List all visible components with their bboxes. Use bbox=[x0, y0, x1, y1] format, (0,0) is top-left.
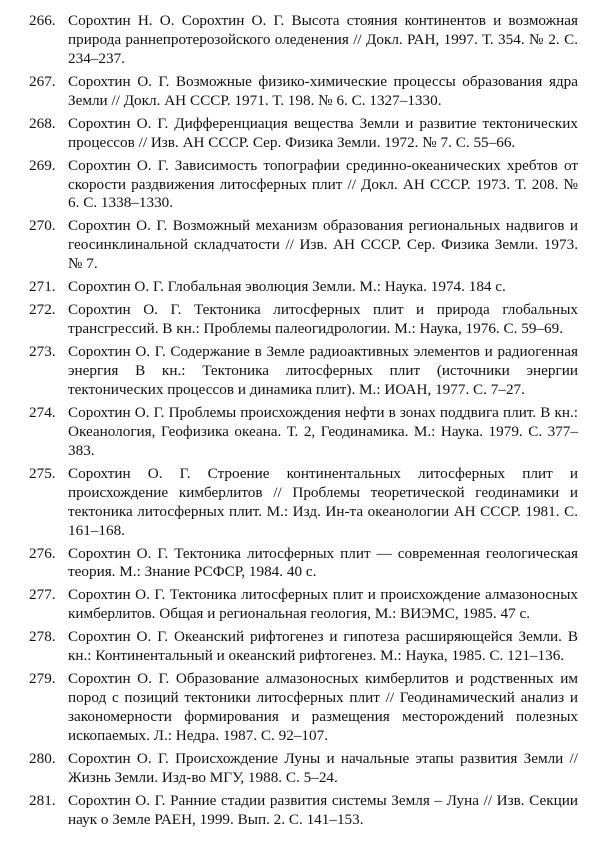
reference-number: 280. bbox=[29, 749, 56, 767]
reference-text: Сорохтин О. Г. Океанский рифтогенез и гипотеза расширяющейся Земли. В кн.: Континентальный и океанский рифтогенез. М.: Наука, 1985. С. 121–136. bbox=[68, 628, 578, 665]
reference-number: 268. bbox=[29, 114, 56, 132]
reference-number: 281. bbox=[29, 791, 56, 809]
reference-272 bbox=[29, 301, 578, 339]
reference-text: Сорохтин О. Г. Тектоника литосферных плит и происхождение алмазоносных кимберлитов. Общая и региональная геология, М.: ВИЭМС, 1985. 47 с. bbox=[68, 586, 578, 623]
reference-text: Сорохтин О. Г. Зависимость топографии срединно-океанических хребтов от скорости раздвижения литосферных плит // Докл. АН СССР. 1973. Т. 208. № 6. С. 1338–1330. bbox=[68, 156, 578, 212]
reference-number: 270. bbox=[29, 217, 56, 235]
reference-270 bbox=[29, 217, 578, 274]
reference-277 bbox=[29, 586, 578, 624]
reference-text: Сорохтин О. Г. Тектоника литосферных плит — современная геологическая теория. М.: Знание РСФСР, 1984. 40 с. bbox=[68, 544, 578, 581]
reference-275 bbox=[29, 465, 578, 541]
reference-number: 274. bbox=[29, 403, 56, 421]
reference-268 bbox=[29, 115, 578, 153]
reference-267 bbox=[29, 73, 578, 111]
reference-278 bbox=[29, 628, 578, 666]
reference-number: 267. bbox=[29, 72, 56, 90]
reference-text: Сорохтин О. Г. Дифференциация вещества Земли и развитие тектонических процессов // Изв. АН СССР. Сер. Физика Земли. 1972. № 7. С. 55–66. bbox=[68, 114, 578, 151]
reference-number: 279. bbox=[29, 670, 56, 688]
reference-text: Сорохтин О. Г. Строение континентальных литосферных плит и происхождение кимберлитов // Проблемы теоретической геодинамики и тектоника литосферных плит. М.: Изд. Ин-та океанологии АН СССР. 1981. С. 161–168. bbox=[68, 464, 578, 539]
reference-266 bbox=[29, 12, 578, 69]
reference-271 bbox=[29, 278, 578, 297]
reference-280 bbox=[29, 750, 578, 788]
reference-number: 278. bbox=[29, 628, 56, 646]
reference-text: Сорохтин Н. О. Сорохтин О. Г. Высота стояния континентов и возможная природа раннепротерозойского оледенения // Докл. РАН, 1997. Т. 354. № 2. С. 234–237. bbox=[68, 12, 578, 67]
reference-number: 266. bbox=[29, 12, 56, 29]
reference-text: Сорохтин О. Г. Содержание в Земле радиоактивных элементов и радиогенная энергия В кн.: Тектоника литосферных плит (источники энергии тектонических процессов и динамика плит). М.: ИОАН, 1977. С. 7–27. bbox=[68, 343, 578, 398]
reference-text: Сорохтин О. Г. Проблемы происхождения нефти в зонах поддвига плит. В кн.: Океанология, Геофизика океана. Т. 2, Геодинамика. М.: Наука. 1979. С. 377–383. bbox=[68, 403, 578, 459]
reference-number: 269. bbox=[29, 156, 56, 174]
reference-number: 271. bbox=[29, 278, 56, 296]
reference-text: Сорохтин О. Г. Происхождение Луны и начальные этапы развития Земли // Жизнь Земли. Изд-во МГУ, 1988. С. 5–24. bbox=[68, 749, 578, 786]
reference-273 bbox=[29, 343, 578, 400]
reference-274 bbox=[29, 404, 578, 461]
reference-281 bbox=[29, 792, 578, 830]
reference-number: 277. bbox=[29, 586, 56, 604]
reference-number: 272. bbox=[29, 301, 56, 319]
reference-276 bbox=[29, 545, 578, 583]
reference-269 bbox=[29, 157, 578, 214]
reference-text: Сорохтин О. Г. Ранние стадии развития системы Земля – Луна // Изв. Секции наук о Земле РАЕН, 1999. Вып. 2. С. 141–153. bbox=[68, 791, 578, 828]
reference-text: Сорохтин О. Г. Тектоника литосферных плит и природа глобальных трансгрессий. В кн.: Проблемы палеогидрологии. М.: Наука, 1976. С. 59–69. bbox=[68, 301, 578, 338]
reference-number: 273. bbox=[29, 343, 56, 361]
reference-text: Сорохтин О. Г. Глобальная эволюция Земли. М.: Наука. 1974. 184 с. bbox=[68, 278, 506, 296]
reference-number: 275. bbox=[29, 464, 56, 482]
reference-number: 276. bbox=[29, 544, 56, 562]
reference-279 bbox=[29, 670, 578, 746]
reference-text: Сорохтин О. Г. Возможный механизм образования региональных надвигов и геосинклинальной складчатости // Изв. АН СССР. Сер. Физика Земли. 1973. № 7. bbox=[68, 217, 578, 273]
reference-text: Сорохтин О. Г. Возможные физико-химические процессы образования ядра Земли // Докл. АН СССР. 1971. Т. 198. № 6. С. 1327–1330. bbox=[68, 72, 578, 109]
reference-text: Сорохтин О. Г. Образование алмазоносных кимберлитов и родственных им пород с позиций тектоники литосферных плит // Геодинамический анализ и закономерности формирования и размещения месторождений полезных ископаемых. Л.: Недра. 1987. С. 92–107. bbox=[68, 670, 578, 744]
